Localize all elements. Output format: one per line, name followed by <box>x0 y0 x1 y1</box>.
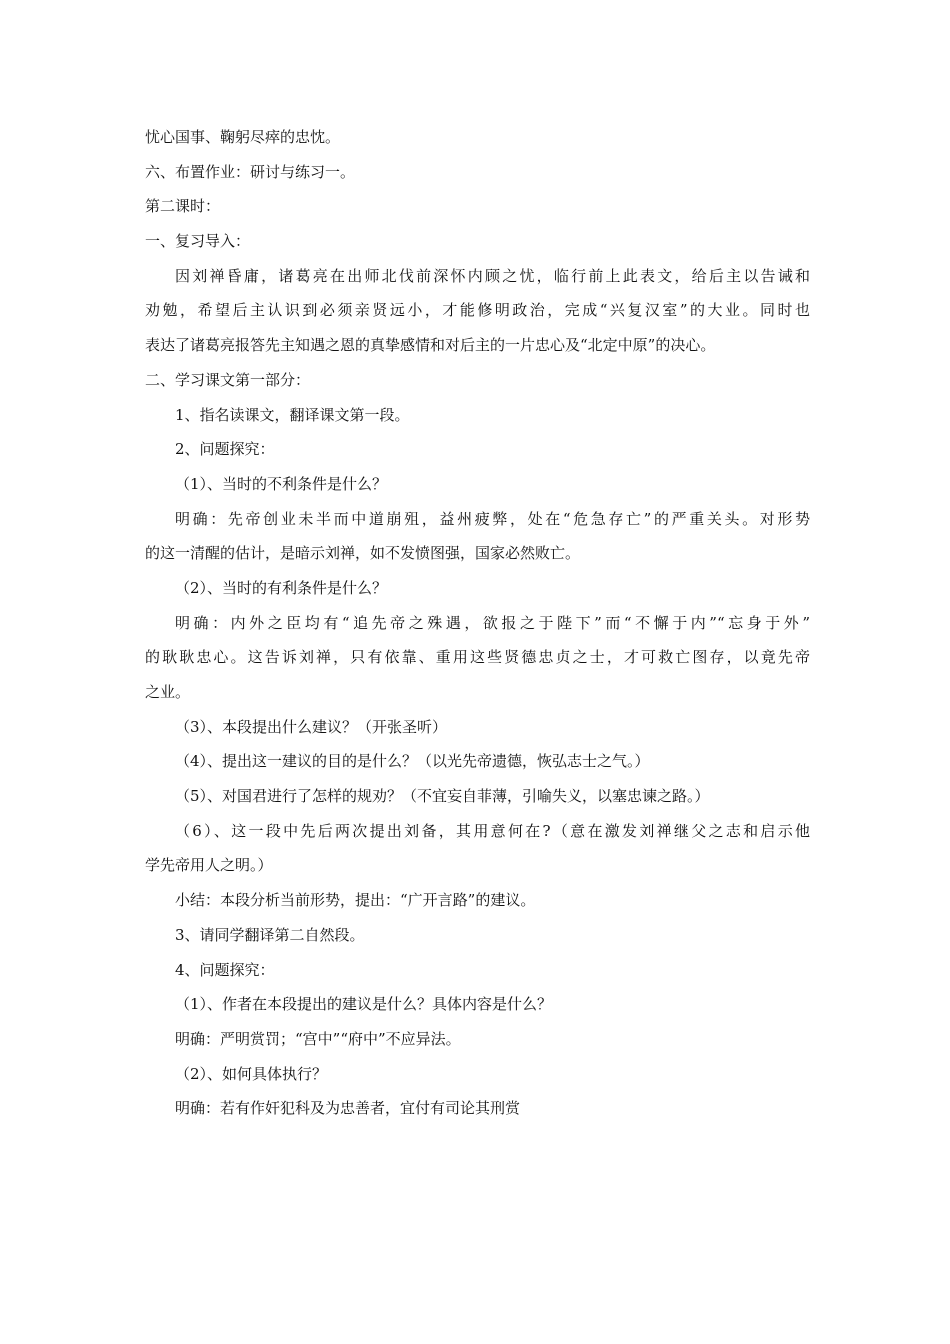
text-line: 忧心国事、鞠躬尽瘁的忠忱。 <box>145 128 341 146</box>
list-item: 2、问题探究： <box>175 440 275 459</box>
question-line: （5）、对国君进行了怎样的规劝？（不宜妄自菲薄，引喻失义，以塞忠谏之路。） <box>175 787 710 806</box>
question-line: （2）、如何具体执行？ <box>175 1064 328 1083</box>
answer-line: 明确：严明赏罚；“宫中”“府中”不应异法。 <box>175 1029 461 1048</box>
question-line: （6）、这一段中先后两次提出刘备，其用意何在?（意在激发刘禅继父之志和启示他 <box>175 821 810 840</box>
list-item: 4、问题探究： <box>175 960 275 979</box>
summary-line: 小结：本段分析当前形势，提出：“广开言路”的建议。 <box>175 891 536 910</box>
paragraph-line: 表达了诸葛亮报答先主知遇之恩的真挚感情和对后主的一片忠心及“北定中原”的决心。 <box>145 336 716 355</box>
answer-line: 明确：先帝创业未半而中道崩殂，益州疲弊，处在“危急存亡”的严重关头。对形势 <box>175 509 810 528</box>
list-item: 3、请同学翻译第二自然段。 <box>175 925 365 944</box>
answer-line: 的这一清醒的估计，是暗示刘禅，如不发愤图强，国家必然败亡。 <box>145 544 581 563</box>
question-line: （1）、当时的不利条件是什么？ <box>175 474 388 493</box>
list-item: 1、指名读课文，翻译课文第一段。 <box>175 405 410 424</box>
question-line: （4）、提出这一建议的目的是什么？（以光先帝遗德，恢弘志士之气。） <box>175 752 650 771</box>
question-line: （2）、当时的有利条件是什么？ <box>175 578 388 597</box>
answer-line: 之业。 <box>145 683 191 701</box>
section-heading: 一、复习导入： <box>145 232 251 251</box>
question-line: （3）、本段提出什么建议？（开张圣听） <box>175 717 448 736</box>
lesson-heading: 第二课时： <box>145 197 221 216</box>
answer-line: 明确：内外之臣均有“追先帝之殊遇，欲报之于陛下”而“不懈于内”“忘身于外” <box>175 613 810 632</box>
paragraph-line: 劝勉，希望后主认识到必须亲贤远小，才能修明政治，完成“兴复汉室”的大业。同时也 <box>145 301 810 320</box>
document-body <box>145 120 810 1126</box>
answer-line: 明确：若有作奸犯科及为忠善者，宜付有司论其刑赏 <box>175 1099 521 1118</box>
section-heading: 六、布置作业：研讨与练习一。 <box>145 162 356 181</box>
paragraph-line: 因刘禅昏庸，诸葛亮在出师北伐前深怀内顾之忧，临行前上此表文，给后主以告诫和 <box>175 266 810 285</box>
section-heading: 二、学习课文第一部分： <box>145 370 311 389</box>
question-line: （1）、作者在本段提出的建议是什么？具体内容是什么？ <box>175 995 553 1014</box>
question-line: 学先帝用人之明。） <box>145 856 273 875</box>
answer-line: 的耿耿忠心。这告诉刘禅，只有依靠、重用这些贤德忠贞之士，才可救亡图存，以竟先帝 <box>145 648 810 667</box>
